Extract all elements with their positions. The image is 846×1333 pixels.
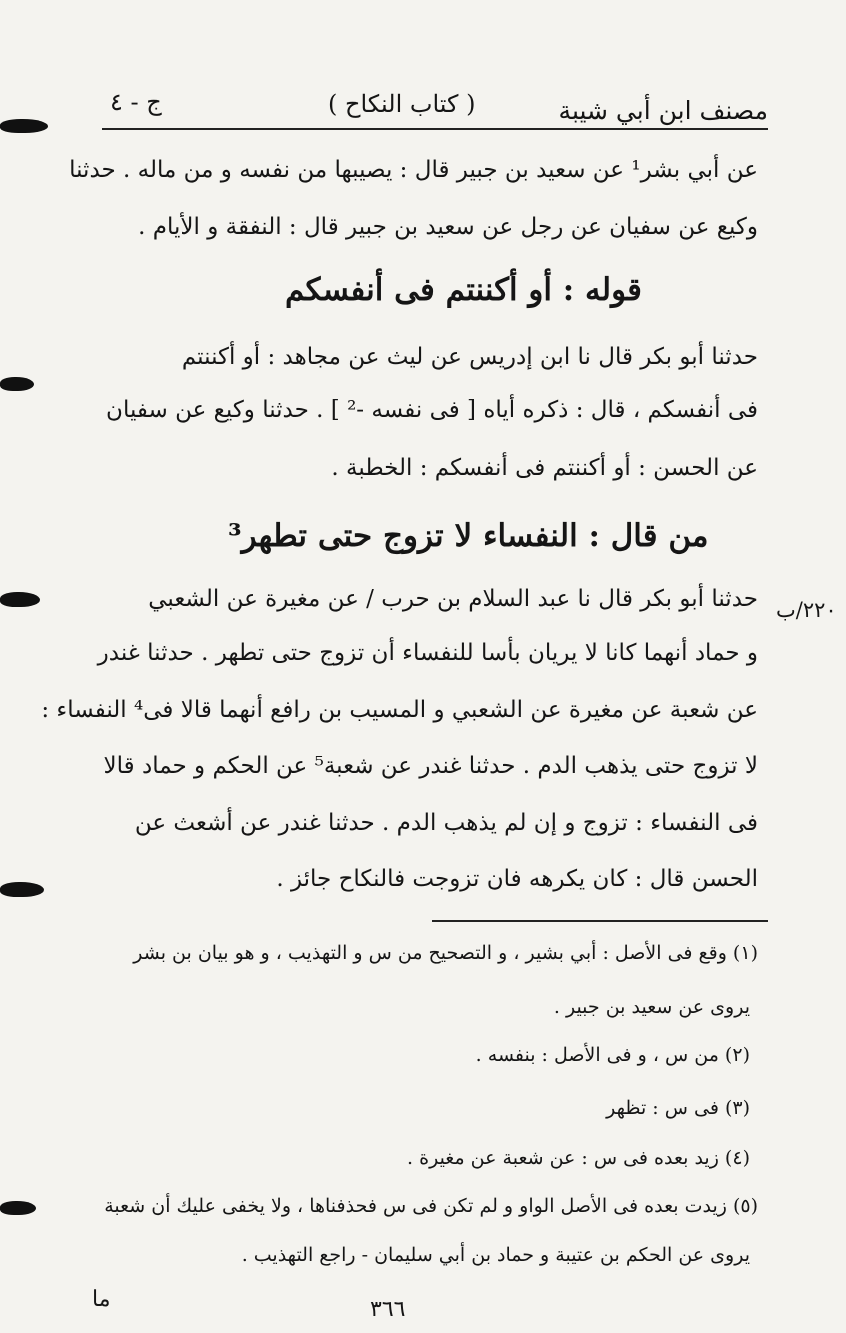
footnote-line: (٥) زيدت بعده فى الأصل الواو و لم تكن فى س فحذفناها ، ولا يخفى عليك أن شعبة bbox=[104, 1195, 758, 1217]
punch-mark bbox=[0, 882, 44, 897]
footnote-line: (١) وقع فى الأصل : أبي بشير ، و التصحيح من س و التهذيب ، و هو بيان بن بشر bbox=[133, 942, 758, 964]
text-line: الحسن قال : كان يكرهه فان تزوجت فالنكاح جائز . bbox=[276, 866, 758, 892]
footnote-line: (٣) فى س : تظهر bbox=[606, 1097, 750, 1119]
header-volume: ج - ٤ bbox=[110, 88, 162, 116]
footnote-line: (٤) زيد بعده فى س : عن شعبة عن مغيرة . bbox=[407, 1147, 750, 1169]
text-line: عن أبي بشر¹ عن سعيد بن جبير قال : يصيبها من نفسه و من ماله . حدثنا bbox=[69, 157, 758, 183]
text-line: عن شعبة عن مغيرة عن الشعبي و المسيب بن رافع أنهما قالا فى⁴ النفساء : bbox=[41, 697, 758, 723]
signature-mark: ما bbox=[92, 1287, 111, 1312]
text-line: و حماد أنهما كانا لا يريان بأسا للنفساء أن تزوج حتى تطهر . حدثنا غندر bbox=[97, 640, 758, 666]
footnote-line: (٢) من س ، و فى الأصل : بنفسه . bbox=[475, 1044, 750, 1066]
page-number: ٣٦٦ bbox=[370, 1297, 406, 1322]
text-line: فى أنفسكم ، قال : ذكره أياه [ فى نفسه -² ] . حدثنا وكيع عن سفيان bbox=[106, 397, 758, 423]
footnote-line: يروى عن سعيد بن جبير . bbox=[553, 996, 750, 1018]
text-line: عن الحسن : أو أكننتم فى أنفسكم : الخطبة . bbox=[331, 455, 758, 481]
margin-folio-reference: ٢٢٠/ب bbox=[776, 598, 837, 622]
text-line: حدثنا أبو بكر قال نا ابن إدريس عن ليث عن مجاهد : أو أكننتم bbox=[181, 344, 758, 370]
punch-mark bbox=[0, 377, 34, 391]
punch-mark bbox=[0, 592, 40, 607]
text-line: فى النفساء : تزوج و إن لم يذهب الدم . حدثنا غندر عن أشعث عن bbox=[134, 810, 758, 836]
footnote-separator bbox=[432, 920, 768, 922]
header-work-title: مصنف ابن أبي شيبة bbox=[558, 96, 768, 125]
text-line: وكيع عن سفيان عن رجل عن سعيد بن جبير قال : النفقة و الأيام . bbox=[138, 214, 758, 240]
text-line: حدثنا أبو بكر قال نا عبد السلام بن حرب / عن مغيرة عن الشعبي bbox=[148, 586, 758, 612]
section-heading: من قال : النفساء لا تزوج حتى تطهر³ bbox=[228, 518, 709, 554]
punch-mark bbox=[0, 119, 48, 133]
footnote-line: يروى عن الحكم بن عتيبة و حماد بن أبي سليمان - راجع التهذيب . bbox=[241, 1244, 750, 1266]
punch-mark bbox=[0, 1201, 36, 1215]
section-heading: قوله : أو أكننتم فى أنفسكم bbox=[285, 272, 642, 308]
text-line: لا تزوج حتى يذهب الدم . حدثنا غندر عن شعبة⁵ عن الحكم و حماد قالا bbox=[103, 753, 758, 779]
header-book-title: ( كتاب النكاح ) bbox=[328, 90, 476, 118]
header-rule bbox=[102, 128, 768, 130]
